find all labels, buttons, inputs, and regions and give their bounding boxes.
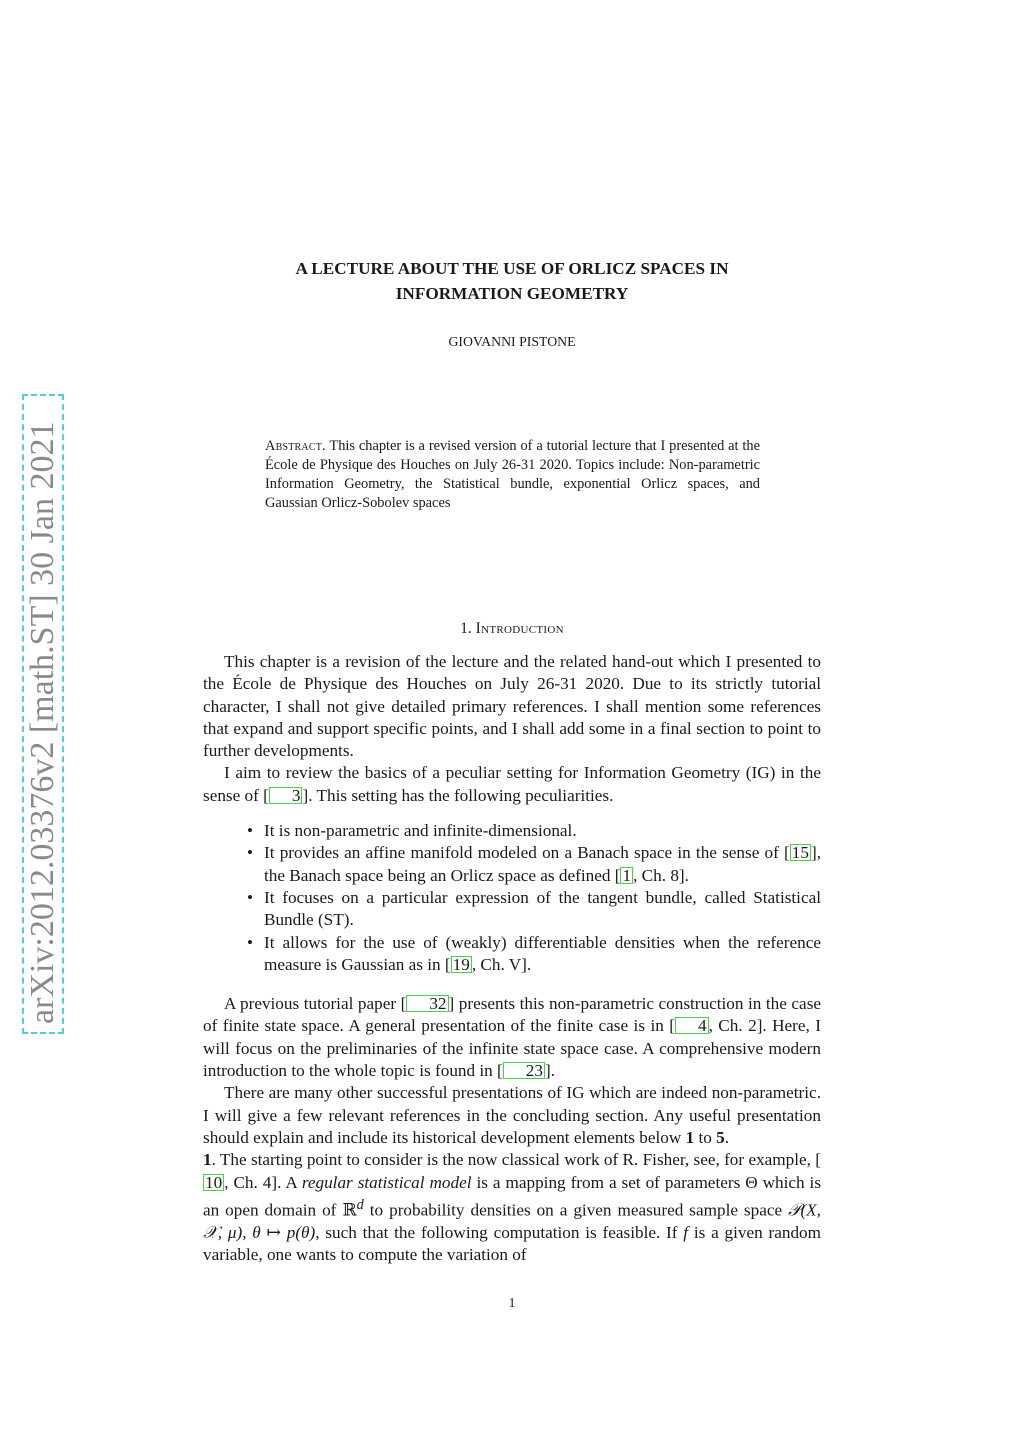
- list-item: [247, 820, 821, 842]
- math-model-mapping: 𝒫(X, 𝒳, μ), θ ↦ p(θ): [203, 1200, 821, 1242]
- p5-text-c: is a mapping from a set of parameters: [471, 1172, 746, 1192]
- p2-text-a: I aim to review the basics of a peculiar setting for Information Geometry (IG) in the sense of [: [203, 763, 821, 805]
- section-name: Introduction: [475, 620, 564, 637]
- p2-text-b: ]. This setting has the following peculiarities.: [302, 785, 614, 805]
- title-line-2: INFORMATION GEOMETRY: [395, 284, 629, 303]
- citation-link[interactable]: 4: [675, 1017, 709, 1034]
- emphasized-term: regular statistical model: [301, 1172, 472, 1192]
- citation-link[interactable]: 1: [622, 865, 632, 885]
- peculiarities-list: [203, 820, 821, 976]
- bullet-icon: •: [247, 821, 253, 841]
- p5-text-d: which is an open domain of: [203, 1172, 822, 1220]
- abstract-text: This chapter is a revised version of a tutorial lecture that I presented at the École de Physique des Houches on July 26-31 2020. Topics include: Non-parametric Information Geometry, the Statistical bundle, exponential Orlicz spaces, and Gaussian Orlicz-Sobolev spaces: [265, 438, 760, 511]
- introduction-body: [203, 651, 821, 1266]
- p3-text-c: , Ch. 2]. Here, I will focus on the preliminaries of the infinite state space case. A comprehensive modern introduction to the whole topic is found in [: [203, 1016, 821, 1081]
- abstract: [265, 437, 760, 513]
- author-name: GIOVANNI PISTONE: [448, 334, 576, 349]
- item-number-1: 1: [203, 1150, 212, 1170]
- bullet-icon: •: [247, 843, 253, 863]
- section-number: 1.: [460, 620, 472, 637]
- p4-text-a: There are many other successful presentations of IG which are indeed non-parametric. I will give a few relevant references in the concluding section. Any useful presentation should explain and include its historical development elements below: [203, 1083, 821, 1147]
- citation-link[interactable]: 3: [269, 787, 303, 804]
- page-number: 1: [508, 1295, 516, 1310]
- item-number-5: 5: [716, 1127, 725, 1147]
- b2-text-b: ], the Banach space being an Orlicz space as defined [: [264, 843, 821, 885]
- p5-text-f: , such that the following computation is feasible. If: [315, 1222, 684, 1242]
- paragraph-2: [203, 762, 821, 807]
- list-item-text: It focuses on a particular expression of the tangent bundle, called Statistical Bundle (ST).: [264, 887, 821, 930]
- list-item: [247, 842, 821, 887]
- p3-text-a: A previous tutorial paper [: [224, 994, 407, 1014]
- paper-title: [200, 256, 824, 306]
- citation-link[interactable]: 15: [791, 843, 809, 863]
- bullet-icon: •: [247, 887, 253, 907]
- paragraph-3: [203, 993, 821, 1082]
- p5-text-b: , Ch. 4]. A: [224, 1172, 302, 1192]
- arxiv-identifier-stamp[interactable]: arXiv:2012.03376v2 [math.ST] 30 Jan 2021: [22, 394, 64, 1034]
- title-line-1: A LECTURE ABOUT THE USE OF ORLICZ SPACES IN: [295, 259, 729, 278]
- item-number-1: 1: [685, 1127, 695, 1147]
- paragraph-5: [203, 1149, 821, 1266]
- math-variable-f: f: [683, 1222, 689, 1242]
- p3-text-b: ] presents this non-parametric construction in the case of finite state space. A general presentation of the finite case is in [: [203, 994, 822, 1036]
- paragraph-1: This chapter is a revision of the lecture and the related hand-out which I presented to the École de Physique des Houches on July 26-31 2020. Due to its strictly tutorial character, I shall not give detailed primary references. I shall mention some references that expand and support specific points, and I shall add some in a final section to point to further developments.: [203, 652, 821, 761]
- p5-text-e: to probability densities on a given measured sample space: [363, 1200, 789, 1220]
- abstract-label: Abstract.: [265, 438, 326, 454]
- p5-text-g: is a given random variable, one wants to compute the variation of: [203, 1222, 822, 1265]
- citation-link[interactable]: 19: [452, 954, 470, 974]
- math-dimension-superscript: d: [356, 1196, 364, 1213]
- b4-text-b: , Ch. V].: [471, 954, 532, 974]
- citation-link[interactable]: 23: [503, 1062, 545, 1079]
- b2-text-c: , Ch. 8].: [633, 865, 689, 885]
- section-heading-introduction: [200, 620, 824, 638]
- paragraph-4: [203, 1082, 821, 1149]
- citation-link[interactable]: 32: [406, 995, 448, 1012]
- citation-link[interactable]: 10: [205, 1172, 223, 1192]
- list-item: [247, 932, 821, 977]
- p4-text-b: to: [694, 1127, 717, 1147]
- p4-text-c: .: [724, 1127, 730, 1147]
- b2-text-a: It provides an affine manifold modeled on a Banach space in the sense of [: [264, 843, 790, 863]
- list-item: [247, 887, 821, 932]
- b4-text-a: It allows for the use of (weakly) differentiable densities when the reference measure is Gaussian as in [: [264, 932, 821, 974]
- math-real-space: ℝ: [342, 1200, 357, 1220]
- p3-text-d: ].: [544, 1061, 556, 1081]
- list-item-text: It is non-parametric and infinite-dimensional.: [264, 821, 577, 841]
- math-theta-set: Θ: [745, 1172, 758, 1192]
- p5-text-a: . The starting point to consider is the now classical work of R. Fisher, see, for example, [: [211, 1150, 821, 1170]
- bullet-icon: •: [247, 932, 253, 952]
